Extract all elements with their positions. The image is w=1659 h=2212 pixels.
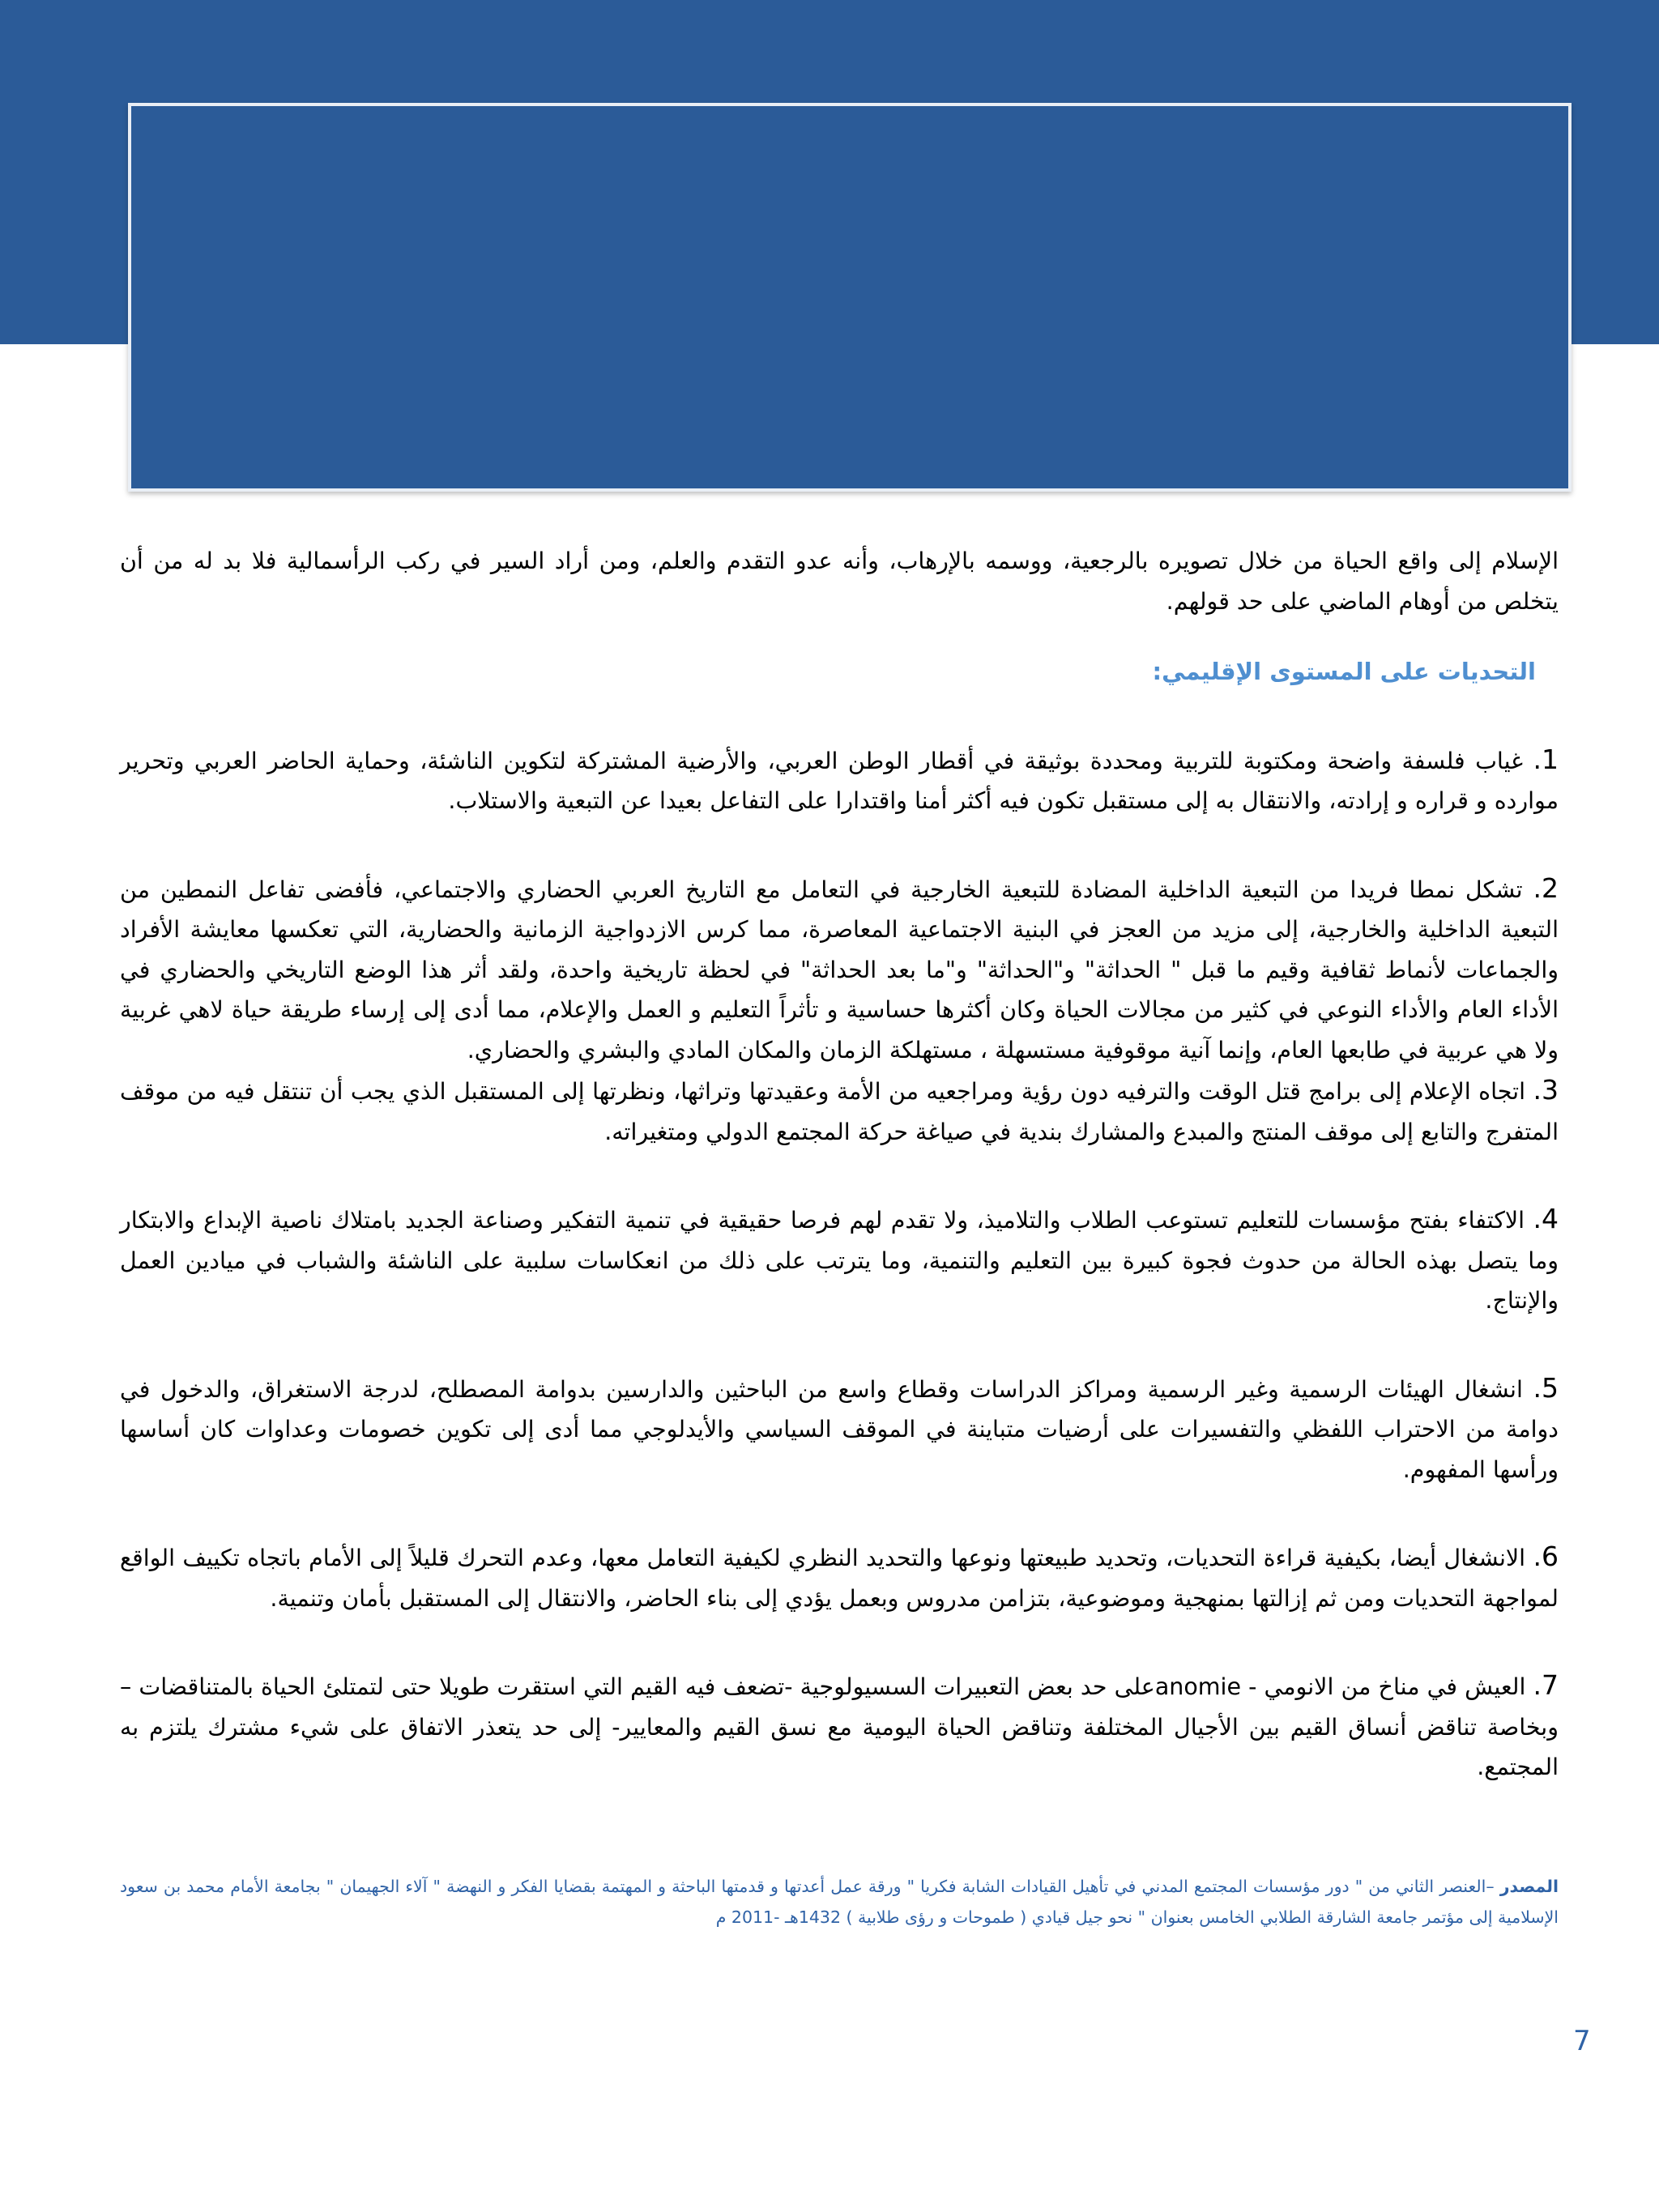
item-text: الاكتفاء بفتح مؤسسات للتعليم تستوعب الطلاب والتلاميذ، ولا تقدم لهم فرصا حقيقية في تنمية التفكير وصناعة الجديد بامتلاك ناصية الإبداع والابتكار وما يتصل بهذه الحالة من حدوث فجوة كبيرة بين التعليم والتنمية، وما يترتب على ذلك من انعكاسات سلبية على الناشئة والشباب في ميادين العمل والإنتاج. [120,1207,1559,1314]
item-number: 6. [1533,1541,1559,1572]
list-item [120,868,1559,1071]
list-item [120,1665,1559,1788]
section-heading: التحديات على المستوى الإقليمي: [1152,658,1536,685]
item-number: 1. [1533,743,1559,775]
item-number: 3. [1533,1074,1559,1106]
item-text: العيش في مناخ من الانومي - anomieعلى حد بعض التعبيرات السسيولوجية -تضعف فيه القيم التي استقرت طويلا حتى لتمتلئ الحياة بالمتناقضات – وبخاصة تناقض أنساق القيم بين الأجيال المختلفة وتناقض الحياة اليومية مع نسق القيم والمعايير- إلى حد يتعذر الاتفاق على شيء مشترك يلتزم به المجتمع. [120,1673,1559,1780]
source-note [120,1871,1559,1933]
item-number: 4. [1533,1203,1559,1234]
item-text: انشغال الهيئات الرسمية وغير الرسمية ومراكز الدراسات وقطاع واسع من الباحثين والدارسين بدوامة المصطلح، لدرجة الاستغراق، والدخول في دوامة من الاحتراب اللفظي والتفسيرات على أرضيات متباينة في الموقف السياسي والأيدلوجي مما أدى إلى تكوين خصومات وعداوات كان أساسها ورأسها المفهوم. [120,1375,1559,1483]
list-item [120,1536,1559,1618]
list-item [120,1368,1559,1490]
list-item [120,739,1559,821]
intro-paragraph: الإسلام إلى واقع الحياة من خلال تصويره بالرجعية، ووسمه بالإرهاب، وأنه عدو التقدم والعلم، ومن أراد السير في ركب الرأسمالية فلا بد له من أن يتخلص من أوهام الماضي على حد قولهم. [120,548,1559,615]
source-text: –العنصر الثاني من " دور مؤسسات المجتمع المدني في تأهيل القيادات الشابة فكريا " ورقة عمل أعدتها و قدمتها الباحثة و المهتمة بقضايا الفكر و النهضة " آلاء الجهيمان " بجامعة الأمام محمد بن سعود الإسلامية إلى مؤتمر جامعة الشارقة الطلابي الخامس بعنوان " نحو جيل قيادي ( طموحات و رؤى طلابية ) 1432هـ -2011 م [120,1877,1559,1927]
item-number: 7. [1533,1669,1559,1701]
page-number: 7 [1573,2025,1591,2057]
list-item [120,1199,1559,1321]
item-text: غياب فلسفة واضحة ومكتوبة للتربية ومحددة بوثيقة في أقطار الوطن العربي، والأرضية المشتركة لتكوين الناشئة، وحماية الحاضر العربي وتحرير موارده و قراره و إرادته، والانتقال به إلى مستقبل تكون فيه أكثر أمنا واقتدارا على التفاعل بعيدا عن التبعية والاستلاب. [120,747,1559,814]
source-label: المصدر [1499,1877,1559,1896]
item-number: 5. [1533,1371,1559,1404]
header-panel [128,103,1572,492]
item-text: الانشغال أيضا، بكيفية قراءة التحديات، وتحديد طبيعتها ونوعها والتحديد النظري لكيفية التعامل معها، وعدم التحرك قليلاً إلى الأمام باتجاه تكييف الواقع لمواجهة التحديات ومن ثم إزالتها بمنهجية وموضوعية، بتزامن مدروس وبعمل يؤدي إلى بناء الحاضر، والانتقال إلى المستقبل بأمان وتنمية. [120,1545,1559,1612]
article-body [120,541,1559,1788]
list-item [120,1070,1559,1152]
item-text: اتجاه الإعلام إلى برامج قتل الوقت والترفيه دون رؤية ومراجعيه من الأمة وعقيدتها وتراثها، ونظرتها إلى المستقبل الذي يجب أن تنتقل فيه من موقف المتفرج والتابع إلى موقف المنتج والمبدع والمشارك بندية في صياغة حركة المجتمع الدولي ومتغيراته. [120,1078,1559,1145]
item-text: تشكل نمطا فريدا من التبعية الداخلية المضادة للتبعية الخارجية في التعامل مع التاريخ العربي الحضاري والاجتماعي، فأفضى تفاعل النمطين من التبعية الداخلية والخارجية، إلى مزيد من العجز في البنية الاجتماعية المعاصرة، مما كرس الازدواجية الزمانية والحضارية، التي تعكسها معايشة الأفراد والجماعات لأنماط ثقافية وقيم ما قبل " الحداثة" و"الحداثة" و"ما بعد الحداثة" في لحظة تاريخية واحدة، ولقد أثر هذا الوضع التاريخي والحضاري في الأداء العام والأداء النوعي في كثير من مجالات الحياة وكان أكثرها حساسية و تأثراً التعليم و العمل والإعلام، مما أدى إلى إرساء طريقة حياة لاهي غربية ولا هي عربية في طابعها العام، وإنما آنية موقوفية مستسهلة ، مستهلكة الزمان والمكان المادي والبشري والحضاري. [120,876,1559,1063]
item-number: 2. [1533,872,1559,904]
